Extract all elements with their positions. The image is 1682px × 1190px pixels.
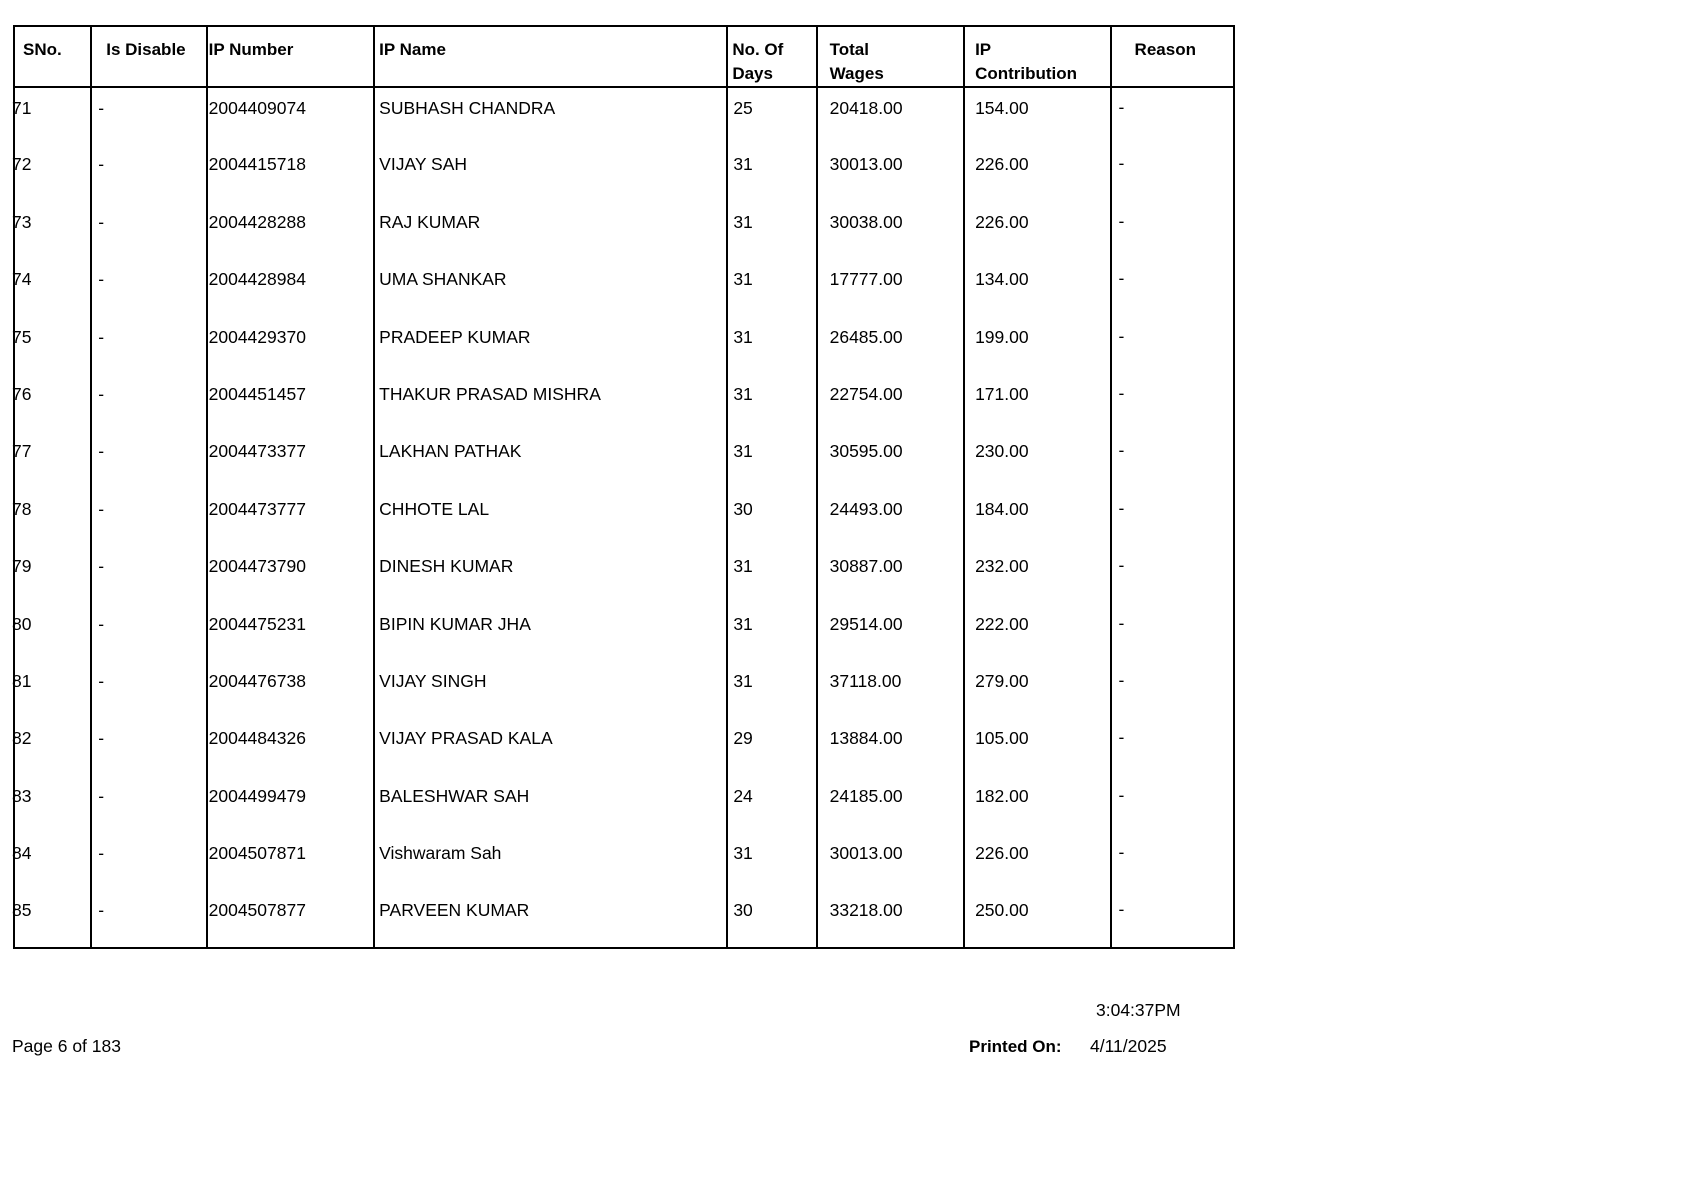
- cell-sno: 78: [14, 489, 91, 546]
- cell-is-disable: -: [91, 144, 206, 201]
- cell-sno: 81: [14, 661, 91, 718]
- cell-sno: 76: [14, 374, 91, 431]
- cell-contribution: 232.00: [964, 546, 1110, 603]
- cell-ip-number: 2004428288: [207, 202, 375, 259]
- cell-ip-number: 2004475231: [207, 604, 375, 661]
- cell-days: 31: [727, 431, 816, 488]
- cell-ip-number: 2004484326: [207, 718, 375, 775]
- cell-ip-name: BALESHWAR SAH: [374, 776, 727, 833]
- cell-days: 31: [727, 833, 816, 890]
- cell-is-disable: -: [91, 661, 206, 718]
- cell-days: 31: [727, 202, 816, 259]
- printed-time: 3:04:37PM: [1096, 1000, 1181, 1020]
- cell-ip-name: LAKHAN PATHAK: [374, 431, 727, 488]
- cell-ip-name: DINESH KUMAR: [374, 546, 727, 603]
- cell-sno: 82: [14, 718, 91, 775]
- table-row: [14, 833, 1234, 890]
- cell-ip-number: 2004507877: [207, 890, 375, 947]
- cell-days: 31: [727, 317, 816, 374]
- cell-days: 30: [727, 489, 816, 546]
- table-row: [14, 202, 1234, 259]
- cell-sno: 85: [14, 890, 91, 947]
- cell-days: 31: [727, 604, 816, 661]
- cell-sno: 75: [14, 317, 91, 374]
- cell-wages: 30887.00: [817, 546, 964, 603]
- cell-ip-number: 2004473790: [207, 546, 375, 603]
- header-reason: [1111, 26, 1234, 87]
- cell-wages: 30013.00: [817, 833, 964, 890]
- header-is-disable: [91, 26, 206, 87]
- cell-wages: 33218.00: [817, 890, 964, 947]
- table-row: [14, 259, 1234, 316]
- cell-is-disable: -: [91, 718, 206, 775]
- cell-ip-number: 2004409074: [207, 87, 375, 144]
- table-row: [14, 144, 1234, 201]
- cell-days: 31: [727, 259, 816, 316]
- contribution-table: [13, 25, 1235, 949]
- header-ip-number-label: IP Number: [208, 40, 294, 59]
- cell-wages: 30038.00: [817, 202, 964, 259]
- cell-contribution: 226.00: [964, 202, 1110, 259]
- cell-is-disable: -: [91, 833, 206, 890]
- cell-is-disable: -: [91, 546, 206, 603]
- table-row: [14, 374, 1234, 431]
- printed-on-label: Printed On:: [969, 1037, 1062, 1056]
- header-ip-name-label: IP Name: [379, 40, 446, 59]
- table-row: [14, 546, 1234, 603]
- header-days-line1: No. Of: [732, 40, 784, 59]
- table-body: [14, 87, 1234, 948]
- table-row: [14, 890, 1234, 947]
- cell-days: 24: [727, 776, 816, 833]
- cell-reason: -: [1111, 489, 1234, 546]
- header-total-wages: [817, 26, 964, 87]
- cell-ip-name: VIJAY SINGH: [374, 661, 727, 718]
- cell-reason: -: [1111, 776, 1234, 833]
- cell-is-disable: -: [91, 317, 206, 374]
- cell-ip-number: 2004499479: [207, 776, 375, 833]
- header-ip-number: [207, 26, 375, 87]
- cell-ip-number: 2004428984: [207, 259, 375, 316]
- header-no-of-days: [727, 26, 816, 87]
- header-sno: [14, 26, 91, 87]
- cell-wages: 20418.00: [817, 87, 964, 144]
- cell-ip-number: 2004429370: [207, 317, 375, 374]
- cell-reason: -: [1111, 604, 1234, 661]
- cell-days: 29: [727, 718, 816, 775]
- header-is-disable-label: Is Disable: [106, 40, 186, 59]
- cell-is-disable: -: [91, 431, 206, 488]
- cell-reason: -: [1111, 202, 1234, 259]
- cell-ip-number: 2004415718: [207, 144, 375, 201]
- cell-reason: -: [1111, 317, 1234, 374]
- header-contrib-line2: Contribution: [975, 64, 1078, 83]
- cell-contribution: 222.00: [964, 604, 1110, 661]
- cell-is-disable: -: [91, 259, 206, 316]
- header-contrib-line1: IP: [975, 40, 992, 59]
- cell-sno: 83: [14, 776, 91, 833]
- cell-ip-name: VIJAY SAH: [374, 144, 727, 201]
- cell-contribution: 226.00: [964, 144, 1110, 201]
- table-row: [14, 317, 1234, 374]
- table-row: [14, 604, 1234, 661]
- cell-ip-name: SUBHASH CHANDRA: [374, 87, 727, 144]
- table-row: [14, 661, 1234, 718]
- cell-sno: 77: [14, 431, 91, 488]
- header-days-line2: Days: [732, 64, 773, 83]
- cell-contribution: 154.00: [964, 87, 1110, 144]
- cell-reason: -: [1111, 833, 1234, 890]
- header-reason-label: Reason: [1134, 40, 1196, 59]
- cell-reason: -: [1111, 661, 1234, 718]
- cell-ip-number: 2004473777: [207, 489, 375, 546]
- table-row: [14, 489, 1234, 546]
- cell-sno: 80: [14, 604, 91, 661]
- cell-ip-name: BIPIN KUMAR JHA: [374, 604, 727, 661]
- cell-contribution: 171.00: [964, 374, 1110, 431]
- cell-is-disable: -: [91, 87, 206, 144]
- cell-contribution: 199.00: [964, 317, 1110, 374]
- cell-reason: -: [1111, 87, 1234, 144]
- cell-ip-name: THAKUR PRASAD MISHRA: [374, 374, 727, 431]
- cell-ip-name: PARVEEN KUMAR: [374, 890, 727, 947]
- cell-is-disable: -: [91, 890, 206, 947]
- cell-wages: 30595.00: [817, 431, 964, 488]
- cell-reason: -: [1111, 144, 1234, 201]
- cell-ip-number: 2004451457: [207, 374, 375, 431]
- cell-contribution: 134.00: [964, 259, 1110, 316]
- cell-reason: -: [1111, 718, 1234, 775]
- cell-is-disable: -: [91, 776, 206, 833]
- cell-ip-name: PRADEEP KUMAR: [374, 317, 727, 374]
- cell-sno: 73: [14, 202, 91, 259]
- table-row: [14, 87, 1234, 144]
- cell-wages: 29514.00: [817, 604, 964, 661]
- cell-ip-number: 2004476738: [207, 661, 375, 718]
- cell-ip-name: Vishwaram Sah: [374, 833, 727, 890]
- cell-contribution: 105.00: [964, 718, 1110, 775]
- cell-is-disable: -: [91, 202, 206, 259]
- cell-reason: -: [1111, 546, 1234, 603]
- cell-sno: 71: [14, 87, 91, 144]
- table-row: [14, 718, 1234, 775]
- cell-reason: -: [1111, 431, 1234, 488]
- cell-days: 25: [727, 87, 816, 144]
- cell-sno: 84: [14, 833, 91, 890]
- cell-ip-name: CHHOTE LAL: [374, 489, 727, 546]
- table-row: [14, 431, 1234, 488]
- cell-wages: 24493.00: [817, 489, 964, 546]
- header-wages-line2: Wages: [829, 64, 884, 83]
- cell-wages: 37118.00: [817, 661, 964, 718]
- cell-is-disable: -: [91, 374, 206, 431]
- cell-wages: 13884.00: [817, 718, 964, 775]
- cell-wages: 22754.00: [817, 374, 964, 431]
- cell-contribution: 182.00: [964, 776, 1110, 833]
- cell-sno: 72: [14, 144, 91, 201]
- cell-contribution: 230.00: [964, 431, 1110, 488]
- cell-ip-name: UMA SHANKAR: [374, 259, 727, 316]
- cell-contribution: 184.00: [964, 489, 1110, 546]
- page-indicator: Page 6 of 183: [12, 1036, 121, 1056]
- cell-contribution: 279.00: [964, 661, 1110, 718]
- header-row: [14, 26, 1234, 87]
- cell-days: 31: [727, 661, 816, 718]
- header-ip-contribution: [964, 26, 1110, 87]
- cell-days: 30: [727, 890, 816, 947]
- cell-wages: 17777.00: [817, 259, 964, 316]
- cell-wages: 26485.00: [817, 317, 964, 374]
- cell-days: 31: [727, 144, 816, 201]
- cell-wages: 30013.00: [817, 144, 964, 201]
- cell-ip-name: RAJ KUMAR: [374, 202, 727, 259]
- header-wages-line1: Total: [829, 40, 869, 59]
- cell-is-disable: -: [91, 489, 206, 546]
- cell-contribution: 250.00: [964, 890, 1110, 947]
- cell-contribution: 226.00: [964, 833, 1110, 890]
- cell-sno: 79: [14, 546, 91, 603]
- table-header: [14, 26, 1234, 87]
- cell-is-disable: -: [91, 604, 206, 661]
- cell-reason: -: [1111, 890, 1234, 947]
- cell-ip-name: VIJAY PRASAD KALA: [374, 718, 727, 775]
- printed-date: 4/11/2025: [1090, 1036, 1167, 1056]
- header-ip-name: [374, 26, 727, 87]
- cell-reason: -: [1111, 374, 1234, 431]
- table-row: [14, 776, 1234, 833]
- cell-wages: 24185.00: [817, 776, 964, 833]
- cell-sno: 74: [14, 259, 91, 316]
- cell-ip-number: 2004507871: [207, 833, 375, 890]
- cell-days: 31: [727, 374, 816, 431]
- cell-reason: -: [1111, 259, 1234, 316]
- header-sno-label: SNo.: [23, 40, 62, 59]
- cell-days: 31: [727, 546, 816, 603]
- cell-ip-number: 2004473377: [207, 431, 375, 488]
